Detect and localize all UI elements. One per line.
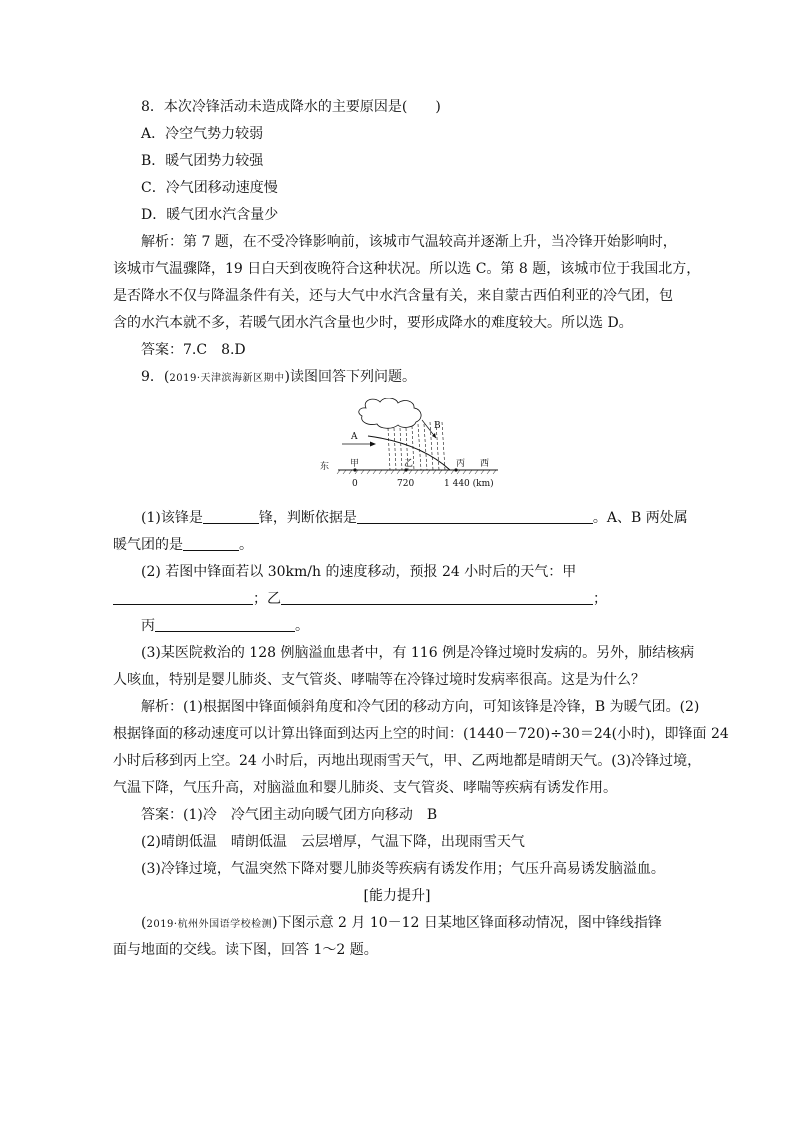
analysis9-line: 小时后移到丙上空。24 小时后，丙地出现雨雪天气，甲、乙两地都是晴朗天气。(3)冷锋过境， — [113, 753, 702, 769]
label-east: 东 — [320, 462, 330, 472]
answer9-line: 答案：(1)冷 冷气团主动向暖气团方向移动 B — [141, 807, 438, 823]
cloud — [359, 398, 421, 428]
q9-part2-line1: (2) 若图中锋面若以 30km/h 的速度移动，预报 24 小时后的天气：甲 — [141, 564, 577, 580]
label-b: B — [434, 421, 441, 431]
analysis78-line: 解析：第 7 题，在不受冷锋影响前，该城市气温较高并逐渐上升，当冷锋开始影响时， — [141, 234, 677, 250]
intro-source: 2019·杭州外国语学校检测 — [146, 919, 273, 930]
ground-hatching — [337, 470, 496, 474]
tick-0: 0 — [352, 479, 358, 489]
q9-part2-line3: 丙 。 — [141, 618, 309, 634]
q8-option-c: C．冷气团移动速度慢 — [141, 180, 278, 196]
answer-blank[interactable] — [155, 617, 295, 632]
q9-instruction: )读图回答下列问题。 — [284, 369, 416, 385]
q9-part2-line2: ；乙 ； — [113, 589, 607, 609]
analysis78-line: 该城市气温骤降，19 日白天到夜晚符合这种状况。所以选 C。第 8 题，该城市位于我国北方， — [113, 261, 701, 277]
answer-blank[interactable] — [183, 536, 239, 551]
q9-source: 2019·天津滨海新区期中 — [169, 373, 285, 384]
answer9-line: (3)冷锋过境，气温突然下降对婴儿肺炎等疾病有诱发作用；气压升高易诱发脑溢血。 — [141, 861, 665, 877]
q9-part3-line: 人咳血，特别是婴儿肺炎、支气管炎、哮喘等在冷锋过境时发病率很高。这是为什么？ — [113, 672, 645, 688]
label-bing: 丙 — [456, 459, 466, 469]
q9-stem — [141, 367, 416, 389]
section-heading: [能力提升] — [363, 888, 431, 904]
answer-blank[interactable] — [203, 509, 259, 524]
answer78: 答案：7.C 8.D — [141, 342, 246, 358]
answer-blank[interactable] — [281, 590, 593, 605]
label-west: 西 — [480, 459, 490, 469]
q9-part1-line2: 暖气团的是 。 — [113, 537, 253, 553]
answer-blank[interactable] — [113, 590, 253, 605]
answer9-line: (2)晴朗低温 晴朗低温 云层增厚，气温下降，出现雨雪天气 — [141, 834, 525, 850]
label-yi: 乙 — [404, 459, 414, 469]
analysis9-line: 根据锋面的移动速度可以计算出锋面到达丙上空的时间：(1440－720)÷30＝24(小时)，即锋面 24 — [113, 726, 729, 742]
analysis78-line: 含的水汽本就不多，若暖气团水汽含量也少时，要形成降水的难度较大。所以选 D。 — [113, 315, 633, 331]
tick-1440: 1 440 (km) — [444, 479, 494, 489]
q8-option-d: D．暖气团水汽含量少 — [141, 207, 279, 223]
intro-line2: 面与地面的交线。读下图，回答 1～2 题。 — [113, 942, 378, 958]
label-a: A — [351, 432, 358, 442]
intro-line1: (2019·杭州外国语学校检测)下图示意 2 月 10－12 日某地区锋面移动情况，图中锋线指锋 — [141, 915, 662, 931]
analysis9-line: 解析：(1)根据图中锋面倾斜角度和冷气团的移动方向，可知该锋是冷锋，B 为暖气团。(2) — [141, 699, 700, 715]
cold-air-arrow-head — [370, 442, 376, 447]
q9-part1-line1: (1)该锋是 锋，判断依据是 。A、B 两处属 — [141, 510, 688, 526]
cold-front-diagram — [318, 398, 508, 494]
q8-option-a: A．冷空气势力较弱 — [141, 126, 264, 142]
answer-blank[interactable] — [357, 509, 593, 524]
analysis78-line: 是否降水不仅与降温条件有关，还与大气中水汽含量有关，来自蒙古西伯利亚的冷气团，包 — [113, 288, 673, 304]
q8-stem: 8．本次冷锋活动未造成降水的主要原因是( ) — [141, 99, 441, 115]
tick-720: 720 — [397, 479, 415, 489]
analysis9-line: 气温下降，气压升高，对脑溢血和婴儿肺炎、支气管炎、哮喘等疾病有诱发作用。 — [113, 780, 617, 796]
q9-part3-line: (3)某医院救治的 128 例脑溢血患者中，有 116 例是冷锋过境时发病的。另外，肺结核病 — [141, 645, 695, 661]
label-jia: 甲 — [350, 459, 360, 469]
q8-option-b: B．暖气团势力较强 — [141, 153, 264, 169]
q9-number: 9．( — [141, 369, 170, 385]
